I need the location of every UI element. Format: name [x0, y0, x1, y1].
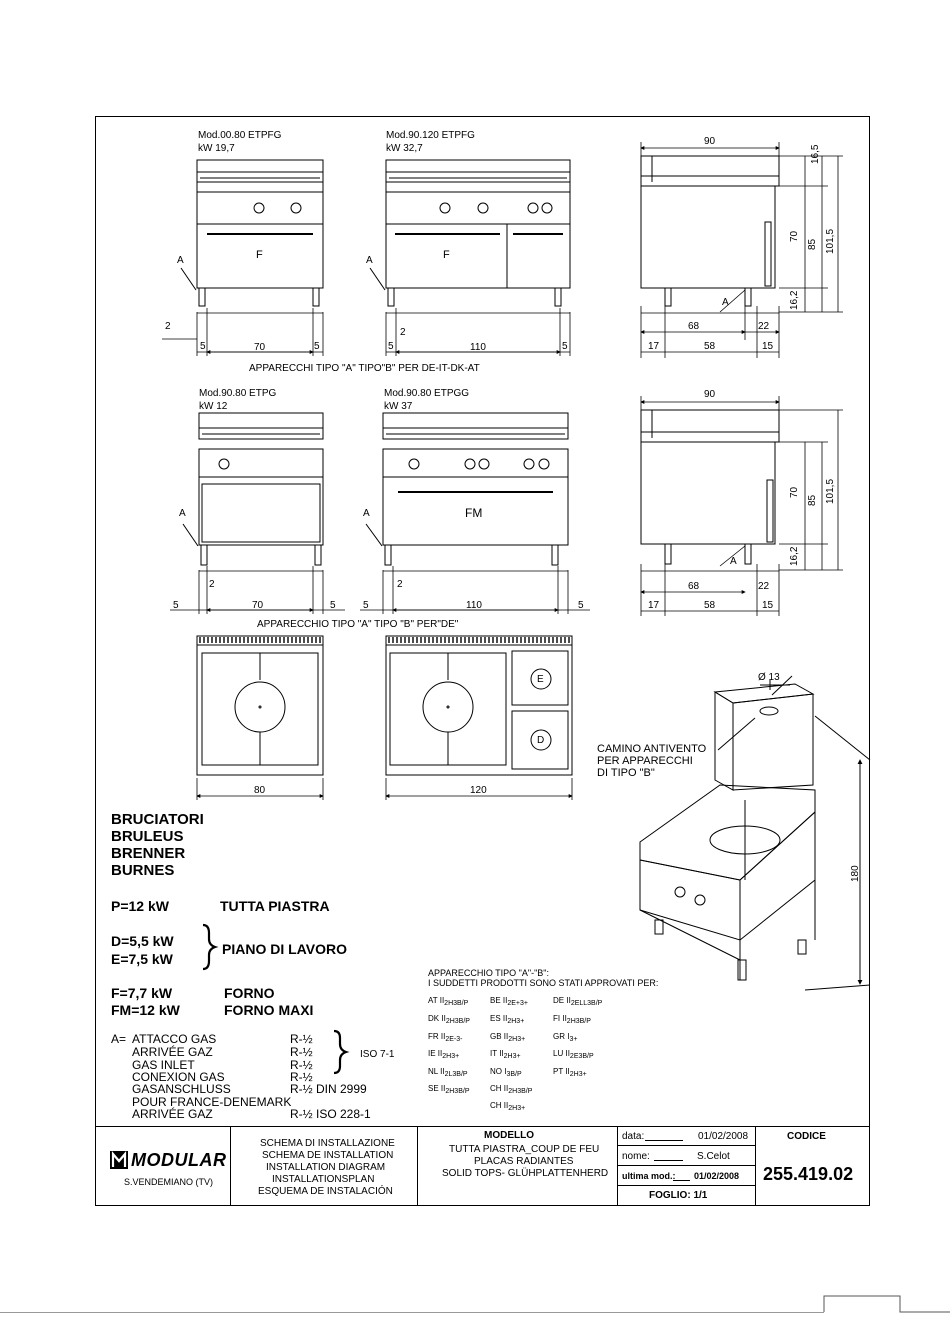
- gas-a-label: A: [722, 297, 729, 308]
- approval-item: FI II2H3B/P: [553, 1014, 591, 1025]
- company-logo: MODULAR: [131, 1150, 227, 1170]
- model-power-m1: kW 19,7: [198, 143, 235, 154]
- dim-label: 180: [850, 865, 861, 882]
- approvals-title-2: I SUDDETTI PRODOTTI SONO STATI APPROVATI PER:: [428, 978, 659, 988]
- sheet-number: FOGLIO: 1/1: [649, 1190, 708, 1201]
- model-power-m2: kW 32,7: [386, 143, 423, 154]
- approval-item: NL II2L3B/P: [428, 1067, 468, 1078]
- model-name-m1: Mod.00.80 ETPFG: [198, 130, 282, 141]
- chimney-label-2: PER APPARECCHI: [597, 755, 693, 767]
- dim-label: 5: [562, 341, 568, 352]
- burners-title-it: BRUCIATORI: [111, 811, 204, 828]
- approval-item: CH II2H3B/P: [490, 1084, 533, 1095]
- side-view-row2: [641, 410, 779, 564]
- dim-label: 5: [388, 341, 394, 352]
- chimney-diameter: Ø 13: [758, 672, 780, 683]
- dim-label: 70: [789, 230, 800, 242]
- dim-label: 5: [314, 341, 320, 352]
- burner-d-power: D=5,5 kW: [111, 933, 174, 949]
- dim-label: 90: [704, 389, 716, 400]
- gas-row-label: GAS INLET: [132, 1058, 195, 1072]
- schema-title-de: INSTALLATIONSPLAN: [272, 1174, 375, 1185]
- gas-a-label: A: [177, 255, 184, 266]
- dim-label: 2: [397, 579, 403, 590]
- approval-item: BE II2E+3+: [490, 996, 528, 1007]
- dim-label: 2: [209, 579, 215, 590]
- approvals-title-1: APPARECCHIO TIPO "A"-"B":: [428, 968, 549, 978]
- dim-label: 58: [704, 600, 716, 611]
- name-label: nome:: [622, 1151, 650, 1162]
- gas-iso: ISO 7-1: [360, 1049, 395, 1060]
- approval-item: GB II2H3+: [490, 1032, 526, 1043]
- oven-label-m1: F: [256, 249, 263, 261]
- burner-e-label: E: [537, 674, 544, 685]
- approval-item: SE II2H3B/P: [428, 1084, 470, 1095]
- side-view-row1: [641, 156, 779, 306]
- oven-label-m4: FM: [465, 506, 483, 520]
- modello-label: MODELLO: [484, 1130, 534, 1141]
- dim-label: 80: [254, 785, 266, 796]
- dim-label: 22: [758, 581, 770, 592]
- date-value: 01/02/2008: [698, 1131, 749, 1142]
- front-view-m4: [366, 413, 568, 565]
- top-view-80: [197, 636, 323, 775]
- approval-item: ES II2H3+: [490, 1014, 525, 1025]
- modello-line-1: TUTTA PIASTRA_COUP DE FEU: [449, 1144, 600, 1155]
- last-mod-label: ultima mod.:: [622, 1171, 676, 1181]
- burner-p-desc: TUTTA PIASTRA: [220, 898, 330, 914]
- dim-label: 16,5: [810, 144, 821, 164]
- date-label: data:: [622, 1131, 645, 1142]
- caption-row2: APPARECCHIO TIPO "A" TIPO "B" PER"DE": [257, 619, 459, 630]
- burner-fm-desc: FORNO MAXI: [224, 1002, 314, 1018]
- dim-label: 70: [254, 342, 266, 353]
- front-view-m2: [370, 160, 570, 306]
- model-name-m4: Mod.90.80 ETPGG: [384, 388, 470, 399]
- approval-item: PT II2H3+: [553, 1067, 587, 1078]
- approval-item: NO I3B/P: [490, 1067, 522, 1078]
- modular-logo-icon: [110, 1151, 128, 1169]
- approval-item: LU II2E3B/P: [553, 1049, 594, 1060]
- burners-title-es: BURNES: [111, 862, 175, 879]
- gas-row-label: GASANSCHLUSS: [132, 1082, 231, 1096]
- gas-row-label: ATTACCO GAS: [132, 1032, 217, 1046]
- gas-row-value: R-½ ISO 228-1: [290, 1107, 371, 1121]
- burner-f-desc: FORNO: [224, 985, 275, 1001]
- dim-label: 110: [470, 342, 486, 353]
- dim-label: 110: [466, 600, 482, 611]
- dim-label: 90: [704, 136, 716, 147]
- modello-line-3: SOLID TOPS- GLÜHPLATTENHERD: [442, 1168, 609, 1179]
- chimney-label-1: CAMINO ANTIVENTO: [597, 743, 707, 755]
- dim-label: 22: [758, 321, 770, 332]
- dim-label: 16,2: [789, 290, 800, 310]
- burner-e-power: E=7,5 kW: [111, 951, 173, 967]
- front-view-m3: [183, 413, 323, 565]
- dim-label: 68: [688, 321, 700, 332]
- gas-row-value: R-½: [290, 1058, 313, 1072]
- company-location: S.VENDEMIANO (TV): [124, 1177, 214, 1187]
- caption-row1: APPARECCHI TIPO "A" TIPO"B" PER DE-IT-DK-AT: [249, 363, 480, 374]
- schema-title-fr: SCHEMA DE INSTALLATION: [262, 1150, 394, 1161]
- gas-row-label: ARRIVÉE GAZ: [132, 1045, 213, 1059]
- approval-item: IT II2H3+: [490, 1049, 521, 1060]
- dim-label: 17: [648, 600, 660, 611]
- dim-label: 70: [252, 600, 264, 611]
- schema-title-es: ESQUEMA DE INSTALACIÓN: [258, 1186, 393, 1197]
- burner-fm-power: FM=12 kW: [111, 1002, 180, 1018]
- last-mod-value: 01/02/2008: [694, 1171, 740, 1181]
- approval-item: AT II2H3B/P: [428, 996, 469, 1007]
- dim-label: 16,2: [789, 546, 800, 566]
- gas-a-label: A: [730, 556, 737, 567]
- dim-label: 15: [762, 600, 774, 611]
- dim-label: 5: [173, 600, 179, 611]
- dim-label: 85: [807, 494, 818, 506]
- gas-row-value: R-½ DIN 2999: [290, 1082, 367, 1096]
- chimney-label-3: DI TIPO "B": [597, 767, 655, 779]
- model-name-m3: Mod.90.80 ETPG: [199, 388, 277, 399]
- approval-item: IE II2H3+: [428, 1049, 460, 1060]
- burner-d-label: D: [537, 735, 545, 746]
- code-value: 255.419.02: [763, 1164, 854, 1184]
- dim-label: 5: [363, 600, 369, 611]
- gas-row-label: ARRIVÉE GAZ: [132, 1107, 213, 1121]
- model-power-m4: kW 37: [384, 401, 413, 412]
- gas-a-label: A: [363, 508, 370, 519]
- dim-label: 2: [400, 327, 406, 338]
- approval-item: CH II2H3+: [490, 1101, 526, 1112]
- approval-item: GR I3+: [553, 1032, 578, 1043]
- gas-a-label: A: [179, 508, 186, 519]
- front-view-m1: [181, 160, 323, 306]
- dim-label: 2: [165, 321, 171, 332]
- dim-label: 68: [688, 581, 700, 592]
- burner-f-power: F=7,7 kW: [111, 985, 173, 1001]
- burners-title-fr: BRULEUS: [111, 828, 184, 845]
- dim-label: 85: [807, 238, 818, 250]
- gas-row-value: R-½: [290, 1070, 313, 1084]
- burners-title-de: BRENNER: [111, 845, 186, 862]
- gas-row-label: POUR FRANCE-DENEMARK: [132, 1095, 292, 1109]
- approval-item: DK II2H3B/P: [428, 1014, 470, 1025]
- dim-label: 101,5: [825, 478, 836, 504]
- approval-item: FR II2E-3-: [428, 1032, 463, 1043]
- dim-label: 101,5: [825, 228, 836, 254]
- isometric-view: [640, 676, 870, 990]
- model-power-m3: kW 12: [199, 401, 228, 412]
- dim-label: 17: [648, 341, 660, 352]
- dim-label: 5: [200, 341, 206, 352]
- dim-label: 5: [330, 600, 336, 611]
- schema-title-en: INSTALLATION DIAGRAM: [266, 1162, 386, 1173]
- oven-label-m2: F: [443, 249, 450, 261]
- model-name-m2: Mod.90.120 ETPFG: [386, 130, 475, 141]
- dim-label: 70: [789, 486, 800, 498]
- gas-prefix: A=: [111, 1032, 127, 1046]
- dim-label: 15: [762, 341, 774, 352]
- burner-p-power: P=12 kW: [111, 898, 169, 914]
- name-value: S.Celot: [697, 1151, 730, 1162]
- top-view-120: [386, 636, 572, 775]
- dim-label: 120: [470, 785, 487, 796]
- burner-de-desc: PIANO DI LAVORO: [222, 941, 347, 957]
- schema-title-it: SCHEMA DI INSTALLAZIONE: [260, 1138, 395, 1149]
- approval-item: DE II2ELL3B/P: [553, 996, 603, 1007]
- gas-row-label: CONEXION GAS: [132, 1070, 225, 1084]
- gas-row-value: R-½: [290, 1032, 313, 1046]
- gas-row-value: R-½: [290, 1045, 313, 1059]
- dim-label: 58: [704, 341, 716, 352]
- code-label: CODICE: [787, 1131, 826, 1142]
- modello-line-2: PLACAS RADIANTES: [474, 1156, 574, 1167]
- dim-label: 5: [578, 600, 584, 611]
- gas-a-label: A: [366, 255, 373, 266]
